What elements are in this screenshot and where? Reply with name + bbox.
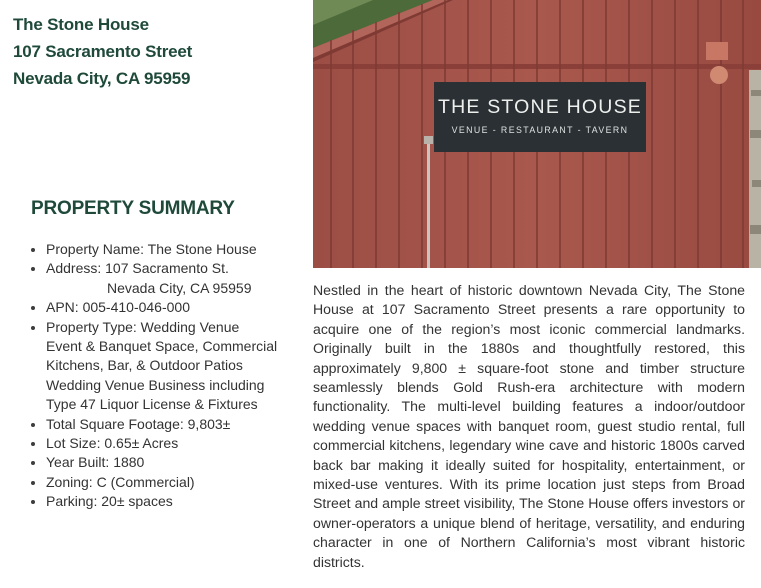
list-item: • Zoning: C (Commercial) (46, 473, 321, 492)
list-item: • Property Type: Wedding Venue Event & Banquet Space, Commercial Kitchens, Bar, & Outdoor Patios Wedding Venue Business including Type 47 Liquor License & Fixtures (46, 318, 321, 415)
property-header (13, 11, 192, 92)
barn-sign-photo (313, 0, 761, 268)
sign-subtitle-text: VENUE - RESTAURANT - TAVERN (451, 125, 629, 135)
street-address-heading: 107 Sacramento Street (13, 42, 193, 61)
property-name-heading: The Stone House (13, 15, 149, 34)
city-state-zip-heading: Nevada City, CA 95959 (13, 69, 191, 88)
list-item-continuation: Wedding Venue Business including (46, 376, 265, 393)
property-summary-list (28, 240, 321, 512)
barn-wall-image (313, 0, 761, 268)
list-item-continuation: Kitchens, Bar, & Outdoor Patios (46, 357, 243, 374)
list-item: • Parking: 20± spaces (46, 492, 321, 511)
list-item: • Lot Size: 0.65± Acres (46, 434, 321, 453)
property-summary-title: PROPERTY SUMMARY (31, 198, 235, 219)
list-item: • APN: 005-410-046-000 (46, 298, 321, 317)
property-description: Nestled in the heart of historic downtown Nevada City, The Stone House at 107 Sacramento Street presents a rare opportunity to acquire one of the region’s most iconic commercial landmarks. Originally built in the 1880s and thoughtfully restored, this approximately 9,800 ± square-foot stone and timber structure seamlessly blends Gold Rush-era architecture with modern functionality. The multi-level building features a indoor/outdoor wedding venue spaces with banquet room, guest studio rental, full commercial kitchens, legendary wine cave and historic 1800s carved back bar making it ideally suited for hospitality, entertainment, or mixed-use ventures. With its prime location just steps from Broad Street and ample street visibility, The Stone House offers investors or owner-operators a unique blend of heritage, versatility, and enduring character in one of Northern California’s most vibrant historic districts. (313, 282, 745, 570)
list-item-continuation: Type 47 Liquor License & Fixtures (46, 396, 258, 413)
list-item-continuation: Event & Banquet Space, Commercial (46, 338, 278, 355)
sign-title-text: THE STONE HOUSE (437, 96, 643, 118)
list-item: • Year Built: 1880 (46, 453, 321, 472)
list-item: • Total Square Footage: 9,803± (46, 415, 321, 434)
list-item: • Property Name: The Stone House (46, 240, 321, 259)
list-item: • Address: 107 Sacramento St. Nevada City, CA 95959 (46, 259, 321, 298)
list-item-continuation: Nevada City, CA 95959 (107, 279, 252, 296)
